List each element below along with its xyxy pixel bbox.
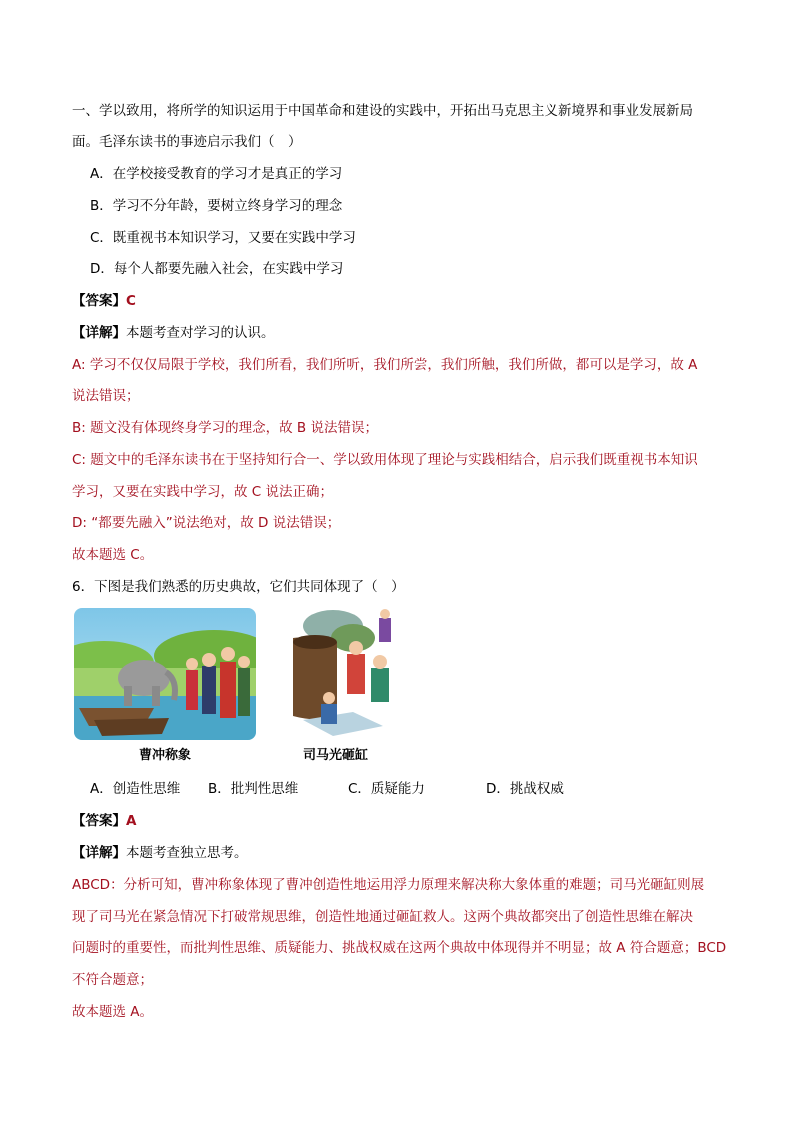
answer-tag: 【答案】 [72, 813, 126, 829]
q5-explanation-line: 故本题选 C。 [72, 547, 154, 563]
detail-intro: 本题考查独立思考。 [126, 845, 248, 861]
sima-guang-picture [293, 608, 407, 740]
q6-option-c: C．质疑能力 [348, 781, 425, 797]
q5-explanation-line: 学习，又要在实践中学习，故 C 说法正确； [72, 484, 334, 500]
q5-explanation-line: B: 题文没有体现终身学习的理念，故 B 说法错误； [72, 420, 378, 436]
q5-detail [72, 323, 275, 343]
cao-chong-illustration [74, 608, 256, 740]
q6-answer [72, 811, 136, 831]
q6-stem: 6．下图是我们熟悉的历史典故，它们共同体现了（ ） [72, 579, 405, 595]
detail-intro: 本题考查对学习的认识。 [126, 325, 275, 341]
detail-tag: 【详解】 [72, 845, 126, 861]
detail-tag: 【详解】 [72, 325, 126, 341]
q5-explanation-line: 说法错误； [72, 388, 140, 404]
q5-option-c: C．既重视书本知识学习，又要在实践中学习 [90, 230, 356, 246]
q6-detail [72, 843, 248, 863]
q5-explanation-line: D: “都要先融入”说法绝对，故 D 说法错误； [72, 515, 341, 531]
q6-explanation-line: 不符合题意； [72, 972, 153, 988]
answer-tag: 【答案】 [72, 293, 126, 309]
q5-option-a: A．在学校接受教育的学习才是真正的学习 [90, 166, 343, 182]
image2-caption: 司马光砸缸 [303, 748, 369, 763]
q6-explanation-line: ABCD：分析可知，曹冲称象体现了曹冲创造性地运用浮力原理来解决称大象体重的难题；司马光砸缸则展 [72, 877, 705, 893]
q5-stem-line1: 一、学以致用，将所学的知识运用于中国革命和建设的实践中，开拓出马克思主义新境界和事业发展新局 [72, 103, 693, 119]
q6-explanation-line: 问题时的重要性，而批判性思维、质疑能力、挑战权威在这两个典故中体现得并不明显；故 A 符合题意；BCD [72, 940, 727, 956]
answer-value: A [126, 813, 137, 829]
q6-option-b: B．批判性思维 [208, 781, 299, 797]
image1-caption: 曹冲称象 [139, 748, 192, 763]
answer-value: C [126, 293, 136, 309]
q5-option-b: B．学习不分年龄，要树立终身学习的理念 [90, 198, 343, 214]
q5-answer [72, 291, 136, 311]
q5-stem-line2: 面。毛泽东读书的事迹启示我们（ ） [72, 134, 302, 150]
q5-explanation-line: C: 题文中的毛泽东读书在于坚持知行合一、学以致用体现了理论与实践相结合，启示我们既重视书本知识 [72, 452, 698, 468]
q6-option-d: D．挑战权威 [486, 781, 564, 797]
q5-option-d: D．每个人都要先融入社会，在实践中学习 [90, 261, 344, 277]
q6-options [90, 779, 564, 799]
q6-explanation-line: 故本题选 A。 [72, 1004, 154, 1020]
q5-explanation-line: A: 学习不仅仅局限于学校，我们所看，我们所听，我们所尝，我们所触，我们所做，都可以是学习，故 A [72, 357, 698, 373]
q6-explanation-line: 现了司马光在紧急情况下打破常规思维，创造性地通过砸缸救人。这两个典故都突出了创造性思维在解决 [72, 909, 693, 925]
cao-chong-picture [74, 608, 256, 740]
sima-guang-illustration [293, 608, 407, 740]
q6-option-a: A．创造性思维 [90, 781, 181, 797]
